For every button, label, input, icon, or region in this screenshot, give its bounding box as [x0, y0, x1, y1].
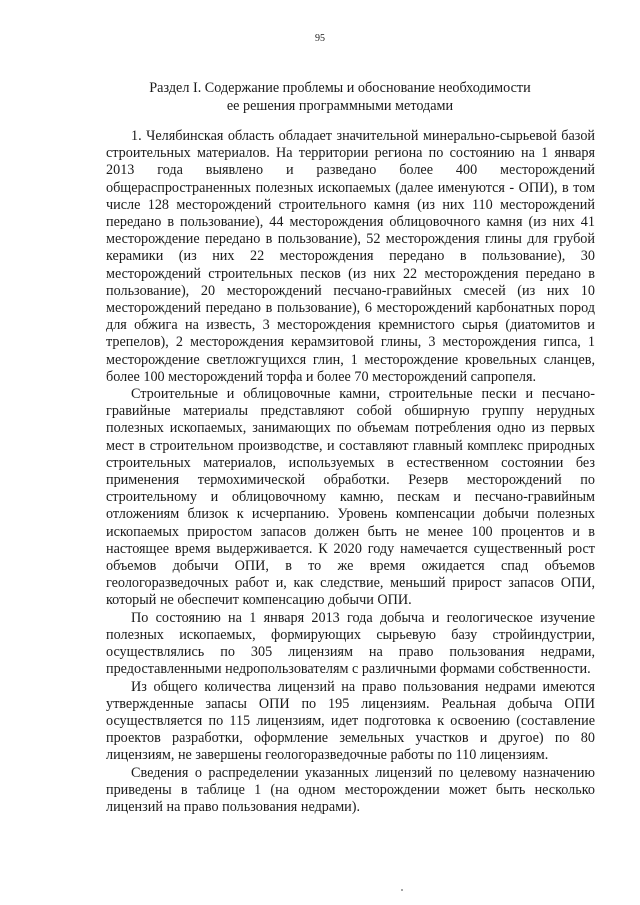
document-body	[106, 128, 595, 816]
paragraph-2: Строительные и облицовочные камни, строительные пески и песчано-гравийные материалы представляют собой обширную группу нерудных полезных ископаемых, занимающих по объемам потребления одно из первых мест в строительном производстве, и составляют главный комплекс природных строительных материалов, используемых в естественном состоянии без применения термохимической обработки. Резерв месторождений по строительному и облицовочному камню, пескам и песчано-гравийным отложениям близок к исчерпанию. Уровень компенсации добычи полезных ископаемых приростом запасов должен быть не менее 100 процентов и в настоящее время выдерживается. К 2020 году намечается существенный рост объемов добычи ОПИ, в то же время ожидается спад объемов геологоразведочных работ и, как следствие, меньший прирост запасов ОПИ, который не обеспечит компенсацию добычи ОПИ.	[106, 386, 595, 609]
section-title-line-2: ее решения программными методами	[226, 98, 454, 114]
paragraph-1: 1. Челябинская область обладает значительной минерально-сырьевой базой строительных материалов. На территории региона по состоянию на 1 января 2013 года выявлено и разведано более 400 месторождений общераспространенных полезных ископаемых (далее именуются - ОПИ), в том числе 128 месторождений строительного камня (из них 110 месторождений передано в пользование), 44 месторождения облицовочного камня (из них 41 месторождение передано в пользование), 52 месторождения глины для грубой керамики (из них 22 месторождения передано в пользование), 30 месторождений строительных песков (из них 22 месторождения передано в пользование), 20 месторождений песчано-гравийных смесей (из них 10 месторождений передано в пользование), 6 месторождений карбонатных пород для обжига на известь, 3 месторождения кремнистого сырья (диатомитов и трепелов), 2 месторождения керамзитовой глины, 3 месторождения гипса, 1 месторождение светложгущихся глин, 1 месторождение кровельных сланцев, более 100 месторождений торфа и более 70 месторождений сапропеля.	[106, 128, 595, 385]
scan-speck	[401, 889, 403, 891]
paragraph-4: Из общего количества лицензий на право пользования недрами имеются утвержденные запасы ОПИ по 195 лицензиям. Реальная добыча ОПИ осуществляется по 115 лицензиям, идет подготовка к освоению (составление проектов разработки, оформление земельных участков и другое) по 80 лицензиям, не завершены геологоразведочные работы по 110 лицензиям.	[106, 678, 595, 764]
paragraph-5: Сведения о распределении указанных лицензий по целевому назначению приведены в таблице 1 (на одном месторождении может быть несколько лицензий на право пользования недрами).	[106, 764, 595, 815]
paragraph-3: По состоянию на 1 января 2013 года добыча и геологическое изучение полезных ископаемых, формирующих сырьевую базу стройиндустрии, осуществлялись по 305 лицензиям на право пользования недрами, предоставленными недропользователям с различными формами собственности.	[106, 609, 595, 678]
page-number: 95	[315, 33, 325, 44]
section-title	[70, 79, 610, 115]
section-title-line-1: Раздел I. Содержание проблемы и обоснование необходимости	[149, 80, 531, 96]
